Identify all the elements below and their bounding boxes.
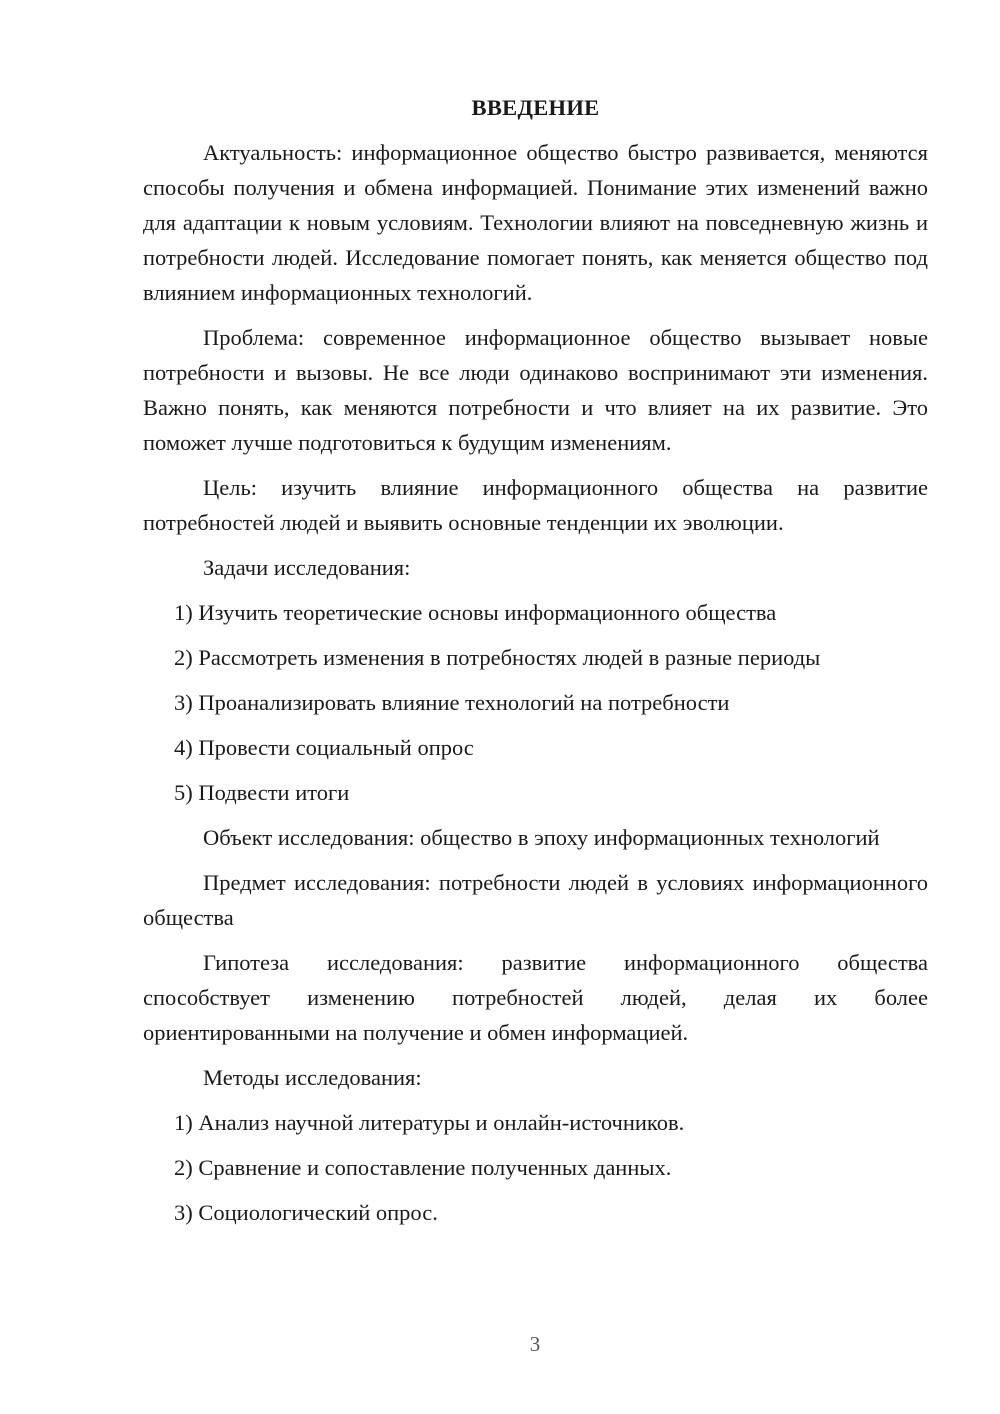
relevance-paragraph: Актуальность: информационное общество быстро развивается, меняются способы получения и обмена информацией. Понимание этих изменений важно для адаптации к новым условиям. Технологии влияют на повседневную жизнь и потребности людей. Исследование помогает понять, как меняется общество под влиянием информационных технологий. bbox=[143, 140, 928, 305]
methods-list bbox=[143, 1105, 928, 1230]
list-item: 3) Проанализировать влияние технологий на потребности bbox=[174, 690, 730, 715]
problem-paragraph: Проблема: современное информационное общество вызывает новые потребности и вызовы. Не все люди одинаково воспринимают эти изменения. Важно понять, как меняются потребности и что влияет на их развитие. Это поможет лучше подготовиться к будущим изменениям. bbox=[143, 325, 928, 455]
tasks-heading: Задачи исследования: bbox=[203, 555, 411, 580]
section-title: ВВЕДЕНИЕ bbox=[471, 95, 600, 120]
tasks-list bbox=[143, 595, 928, 810]
list-item: 3) Социологический опрос. bbox=[174, 1200, 438, 1225]
subject-paragraph: Предмет исследования: потребности людей в условиях информационного общества bbox=[143, 870, 928, 930]
document-page bbox=[143, 90, 928, 1240]
list-item: 1) Изучить теоретические основы информационного общества bbox=[174, 600, 777, 625]
page-number: 3 bbox=[529, 1332, 541, 1356]
methods-heading: Методы исследования: bbox=[203, 1065, 422, 1090]
hypothesis-paragraph: Гипотеза исследования: развитие информационного общества способствует изменению потребностей людей, делая их более ориентированными на получение и обмен информацией. bbox=[143, 950, 928, 1045]
list-item: 2) Рассмотреть изменения в потребностях людей в разные периоды bbox=[174, 645, 821, 670]
list-item: 1) Анализ научной литературы и онлайн-источников. bbox=[174, 1110, 685, 1135]
object-paragraph: Объект исследования: общество в эпоху информационных технологий bbox=[203, 825, 880, 850]
list-item: 2) Сравнение и сопоставление полученных данных. bbox=[174, 1155, 672, 1180]
goal-paragraph: Цель: изучить влияние информационного общества на развитие потребностей людей и выявить основные тенденции их эволюции. bbox=[143, 475, 928, 535]
list-item: 5) Подвести итоги bbox=[174, 780, 350, 805]
list-item: 4) Провести социальный опрос bbox=[174, 735, 474, 760]
